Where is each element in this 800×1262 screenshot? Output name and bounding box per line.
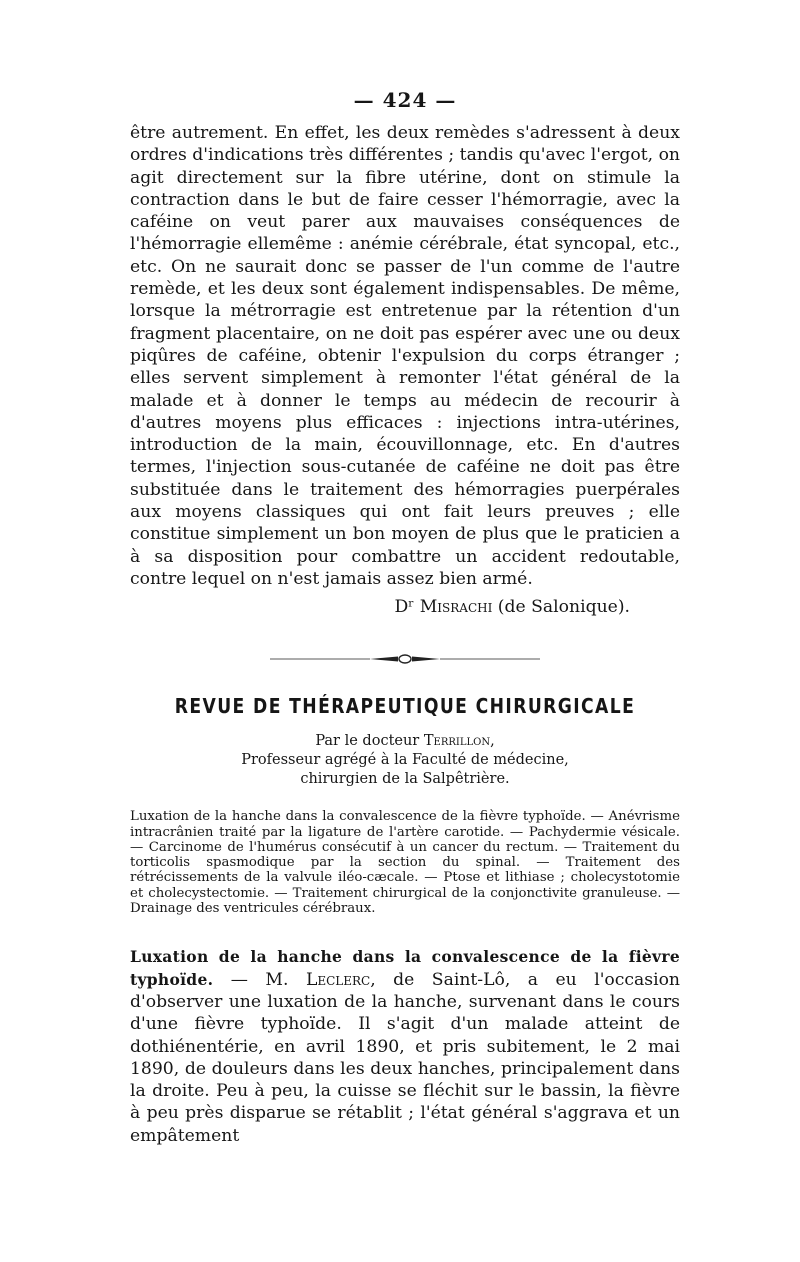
- article-body: , de Saint-Lô, a eu l'occasion d'observer une luxation de la hanche, survenant dans le cours d'une fièvre typhoïde. Il s'agit d'un malade atteint de dothiénentérie, en avril 1890, et pris subitement, le 2 mai 1890, de douleurs dans les deux hanches, principalement dans la droite. Peu à peu, la cuisse se fléchit sur le bassin, la fièvre à peu près disparue se rétablit ; l'état général s'aggrava et un empâtement: [130, 969, 681, 1146]
- signature-prefix: Dʳ: [394, 597, 420, 618]
- byline-line-2: Professeur agrégé à la Faculté de médecine,: [241, 752, 569, 769]
- page-number: — 424 —: [353, 88, 457, 112]
- byline-line-1: [130, 732, 680, 751]
- article-paragraph: [130, 946, 680, 1147]
- byline-line-3: chirurgien de la Salpêtrière.: [300, 771, 510, 788]
- signature-name: Misrachi: [419, 597, 493, 618]
- article-dash: — M.: [213, 969, 306, 990]
- signature-suffix: (de Salonique).: [492, 597, 630, 618]
- page: [130, 88, 680, 1164]
- article-heading: Luxation de la hanche dans la convalescence de la fièvre typhoïde.: [130, 947, 680, 989]
- continuation-paragraph: être autrement. En effet, les deux remèdes s'adressent à deux ordres d'indications très différentes ; tandis qu'avec l'ergot, on agit directement sur la fibre utérine, dont on stimule la contraction dans le but de faire cesser l'hémorragie, avec la caféine on veut parer aux mauvaises conséquences de l'hémorragie ellemême : anémie cérébrale, état syncopal, etc., etc. On ne saurait donc se passer de l'un comme de l'autre remède, et les deux sont également indispensables. De même, lorsque la métrorragie est entretenue par la rétention d'un fragment placentaire, on ne doit pas espérer avec une ou deux piqûres de caféine, obtenir l'expulsion du corps étranger ; elles servent simplement à remonter l'état général de la malade et à donner le temps au médecin de recourir à d'autres moyens plus efficaces : injections intra-utérines, introduction de la main, écouvillonnage, etc. En d'autres termes, l'injection sous-cutanée de caféine ne doit pas être substituée dans le traitement des hémorragies puerpérales aux moyens classiques qui ont fait leurs preuves ; elle constitue simplement un bon moyen de plus que le praticien a à sa disposition pour combattre un accident redoutable, contre lequel on n'est jamais assez bien armé.: [130, 123, 680, 589]
- article-author: Leclerc: [305, 969, 371, 990]
- byline-prefix: Par le docteur: [315, 733, 424, 750]
- byline: [130, 732, 680, 789]
- signature: [130, 596, 630, 618]
- byline-author: Terrillon,: [423, 733, 495, 750]
- section-summary: Luxation de la hanche dans la convalescence de la fièvre typhoïde. — Anévrisme intracrânien traité par la ligature de l'artère carotide. — Pachydermie vésicale. — Carcinome de l'humérus consécutif à un cancer du rectum. — Traitement du torticolis spasmodique par la section du spinal. — Traitement des rétrécissements de la valvule iléo-cæcale. — Ptose et lithiase ; cholecystotomie et cholecystectomie. — Traitement chirurgical de la conjonctivite granuleuse. — Drainage des ventricules cérébraux.: [130, 809, 680, 917]
- section-title: REVUE DE THÉRAPEUTIQUE CHIRURGICALE: [174, 694, 636, 719]
- ornament-divider-icon: [270, 652, 540, 666]
